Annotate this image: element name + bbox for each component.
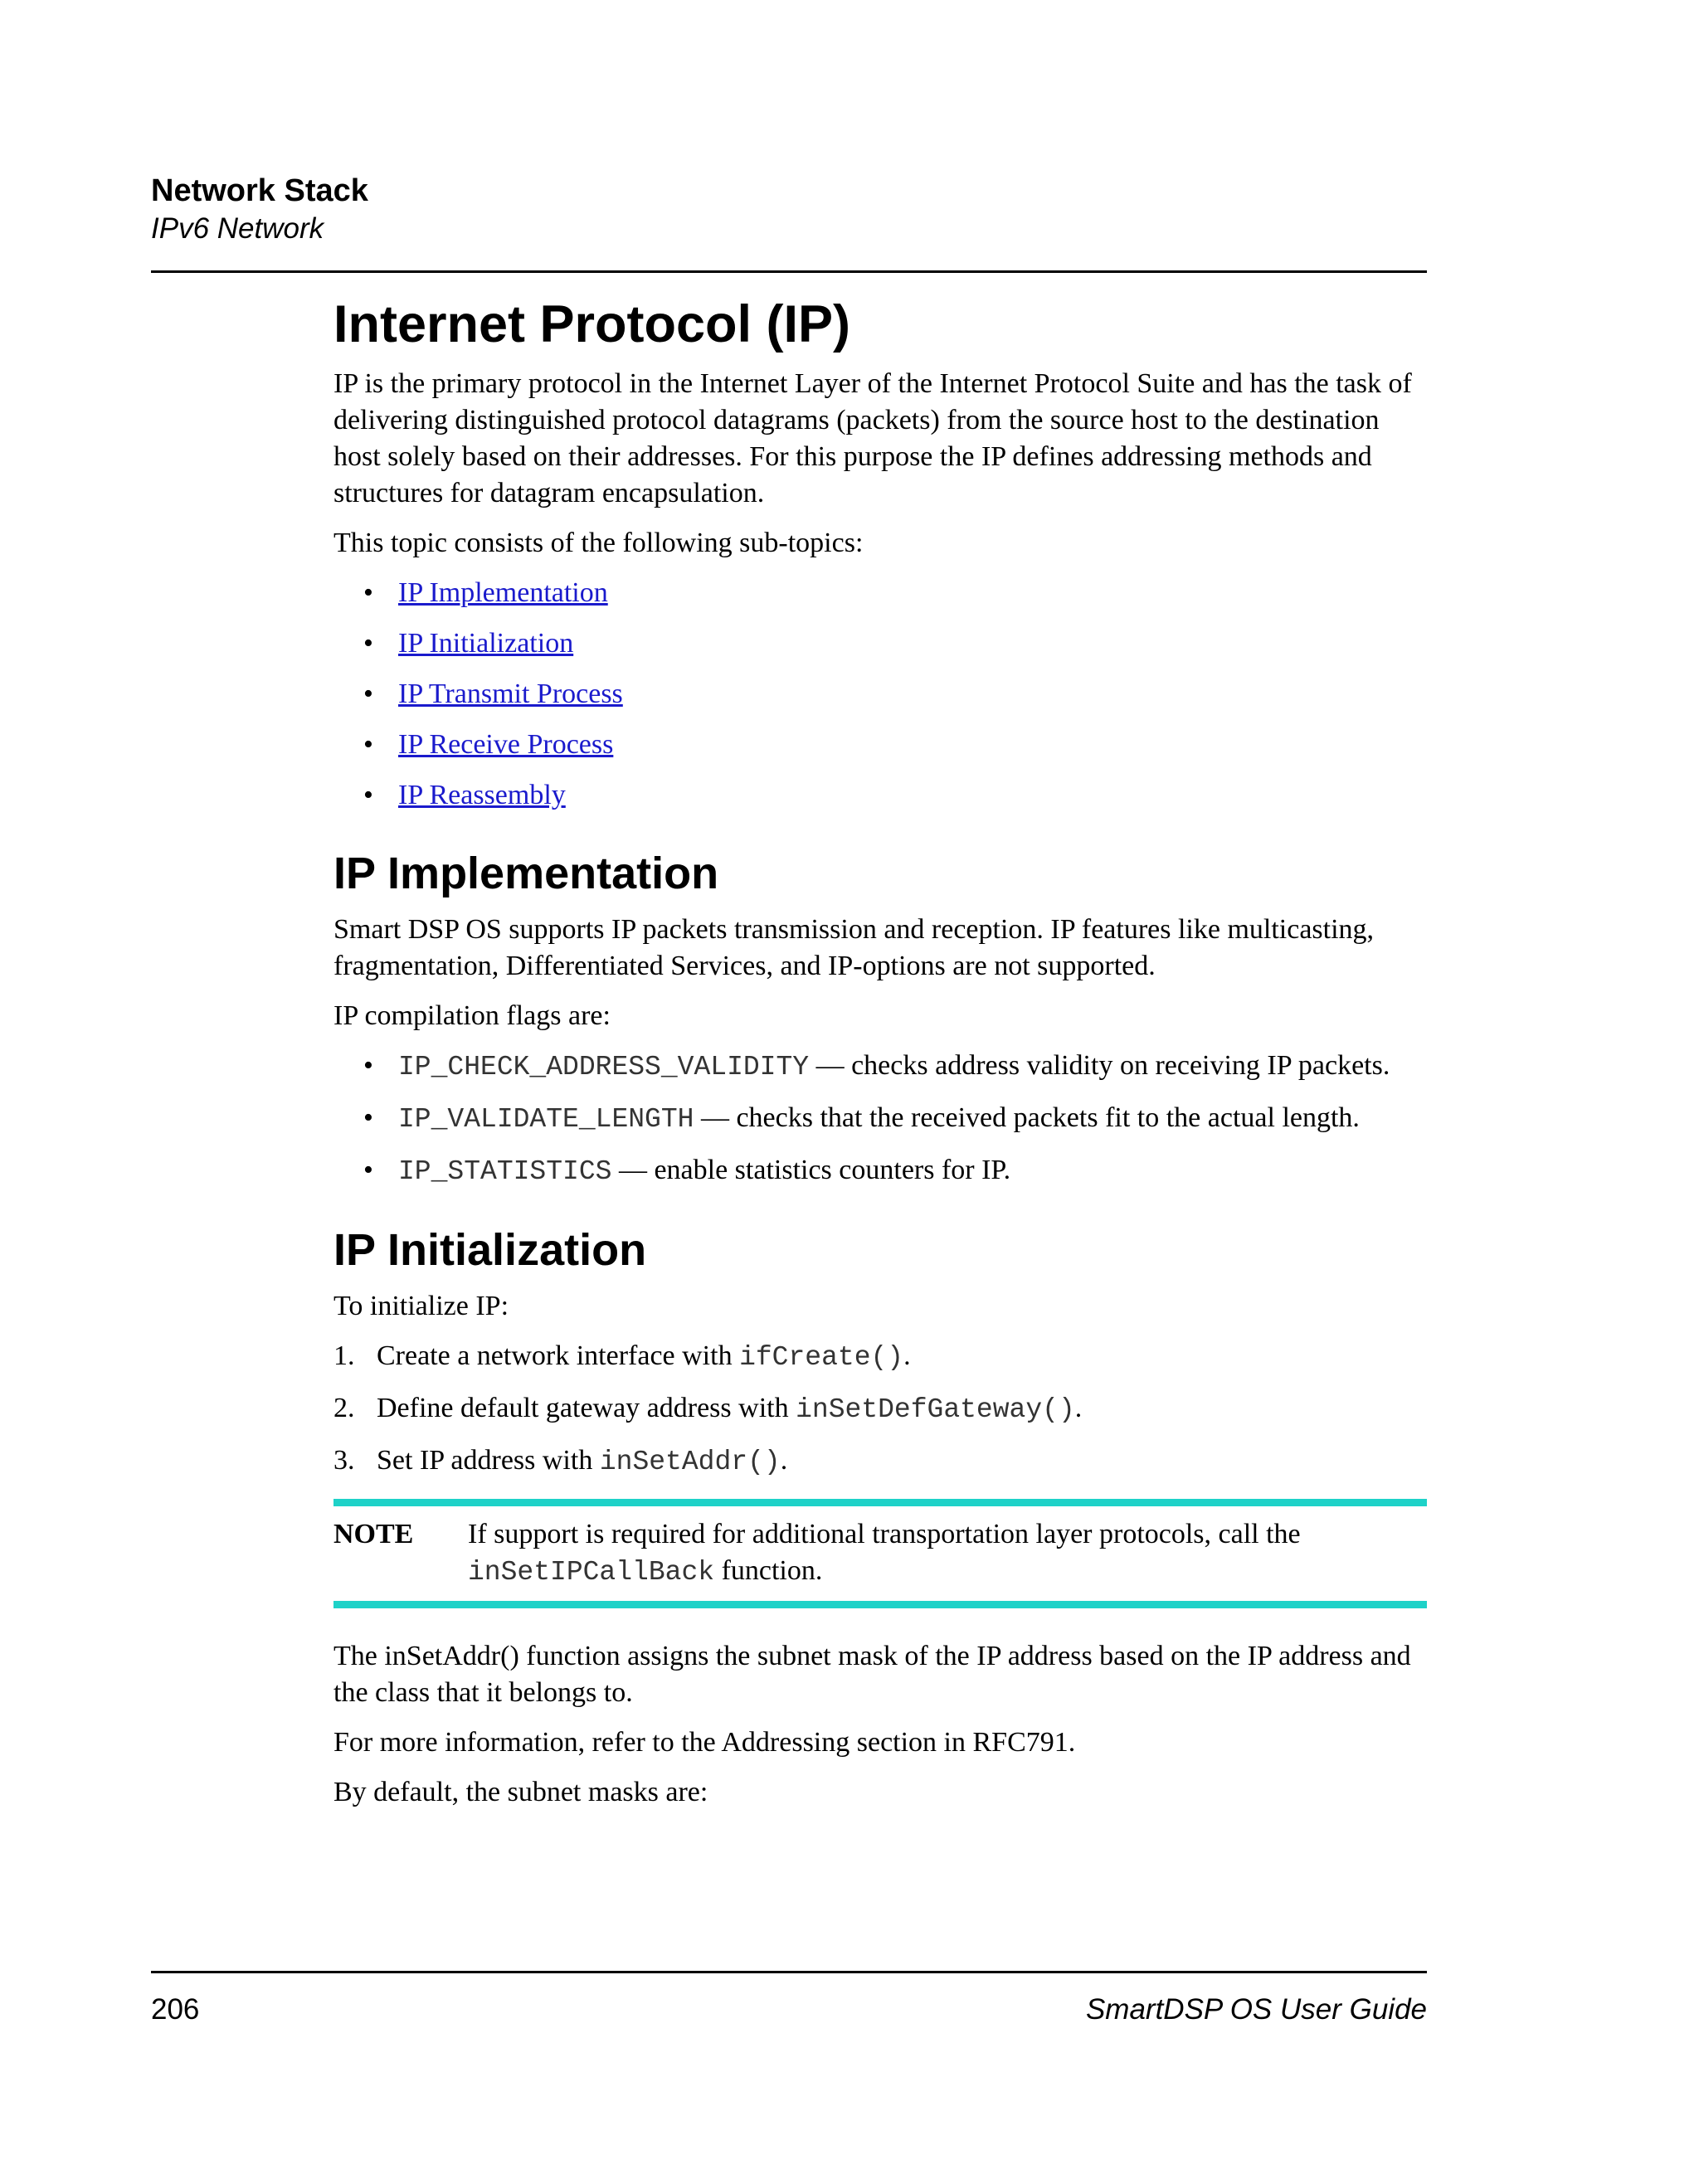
step-end: . (903, 1340, 911, 1371)
ip-heading: Internet Protocol (IP) (333, 295, 851, 353)
default-masks-paragraph: By default, the subnet masks are: (333, 1777, 708, 1807)
link-ip-transmit-process[interactable]: IP Transmit Process (398, 679, 623, 709)
link-ip-implementation[interactable]: IP Implementation (398, 577, 608, 608)
note-label: NOTE (333, 1519, 414, 1549)
flag-description: — checks that the received packets fit to the actual length. (694, 1102, 1360, 1133)
flag-list (333, 1048, 1427, 1190)
bullet-icon: • (363, 577, 373, 608)
link-ip-receive-process[interactable]: IP Receive Process (398, 729, 614, 760)
list-item (333, 676, 1427, 713)
subnet-paragraph: The inSetAddr() function assigns the subnet mask of the IP address based on the IP address and the class that it belongs to. (333, 1641, 1411, 1708)
list-item (333, 625, 1427, 662)
flag-name: IP_STATISTICS (398, 1156, 612, 1187)
link-ip-initialization[interactable]: IP Initialization (398, 628, 574, 659)
bullet-icon: • (363, 679, 373, 709)
list-item (333, 1152, 1427, 1190)
page-number: 206 (151, 1993, 200, 2026)
running-head (151, 171, 368, 247)
flags-intro: IP compilation flags are: (333, 1000, 611, 1031)
step-text: Create a network interface with (377, 1340, 740, 1371)
step-code: inSetAddr() (599, 1447, 781, 1477)
initialization-intro: To initialize IP: (333, 1291, 509, 1321)
step-code: ifCreate() (739, 1342, 904, 1373)
list-item (333, 1048, 1427, 1086)
subtopic-list (333, 575, 1427, 814)
list-item (333, 1100, 1427, 1138)
note-end: function. (714, 1555, 823, 1586)
chapter-title: Network Stack (151, 173, 368, 208)
list-item (333, 1442, 1427, 1481)
step-code: inSetDefGateway() (796, 1394, 1075, 1425)
implementation-heading: IP Implementation (333, 849, 719, 898)
page-content (333, 282, 1427, 1824)
note-body (468, 1516, 1427, 1591)
list-item (333, 1338, 1427, 1376)
step-text: Set IP address with (377, 1445, 600, 1476)
list-item (333, 575, 1427, 611)
list-item (333, 727, 1427, 763)
step-end: . (780, 1445, 788, 1476)
ip-intro-paragraph: IP is the primary protocol in the Internet Layer of the Internet Protocol Suite and has the task of delivering distinguished protocol datagrams (packets) from the source host to the destination host solely based on their addresses. For this purpose the IP defines addressing methods and structures for datagram encapsulation. (333, 368, 1412, 508)
bullet-icon: • (363, 1155, 373, 1185)
list-item (333, 777, 1427, 814)
flag-name: IP_CHECK_ADDRESS_VALIDITY (398, 1052, 810, 1082)
link-ip-reassembly[interactable]: IP Reassembly (398, 780, 566, 810)
bullet-icon: • (363, 729, 373, 760)
section-title: IPv6 Network (151, 212, 324, 245)
bullet-icon: • (363, 1050, 373, 1081)
step-number: 1. (333, 1340, 355, 1371)
note-code: inSetIPCallBack (468, 1557, 715, 1588)
document-title: SmartDSP OS User Guide (1085, 1993, 1427, 2026)
note-box (333, 1499, 1427, 1608)
step-text: Define default gateway address with (377, 1393, 796, 1423)
step-end: . (1074, 1393, 1083, 1423)
rfc-paragraph: For more information, refer to the Addressing section in RFC791. (333, 1727, 1076, 1758)
bullet-icon: • (363, 628, 373, 659)
implementation-paragraph: Smart DSP OS supports IP packets transmission and reception. IP features like multicasting, fragmentation, Differentiated Services, and IP-options are not supported. (333, 914, 1375, 981)
initialization-heading: IP Initialization (333, 1225, 647, 1275)
footer-rule (151, 1971, 1427, 1973)
bullet-icon: • (363, 1102, 373, 1133)
bullet-icon: • (363, 780, 373, 810)
note-text: If support is required for additional transportation layer protocols, call the (468, 1519, 1301, 1549)
flag-description: — checks address validity on receiving IP packets. (809, 1050, 1390, 1081)
flag-description: — enable statistics counters for IP. (611, 1155, 1011, 1185)
header-rule (151, 270, 1427, 273)
flag-name: IP_VALIDATE_LENGTH (398, 1104, 694, 1135)
initialization-steps (333, 1338, 1427, 1481)
list-item (333, 1390, 1427, 1428)
step-number: 2. (333, 1393, 355, 1423)
subtopics-intro: This topic consists of the following sub-topics: (333, 528, 864, 558)
step-number: 3. (333, 1445, 355, 1476)
